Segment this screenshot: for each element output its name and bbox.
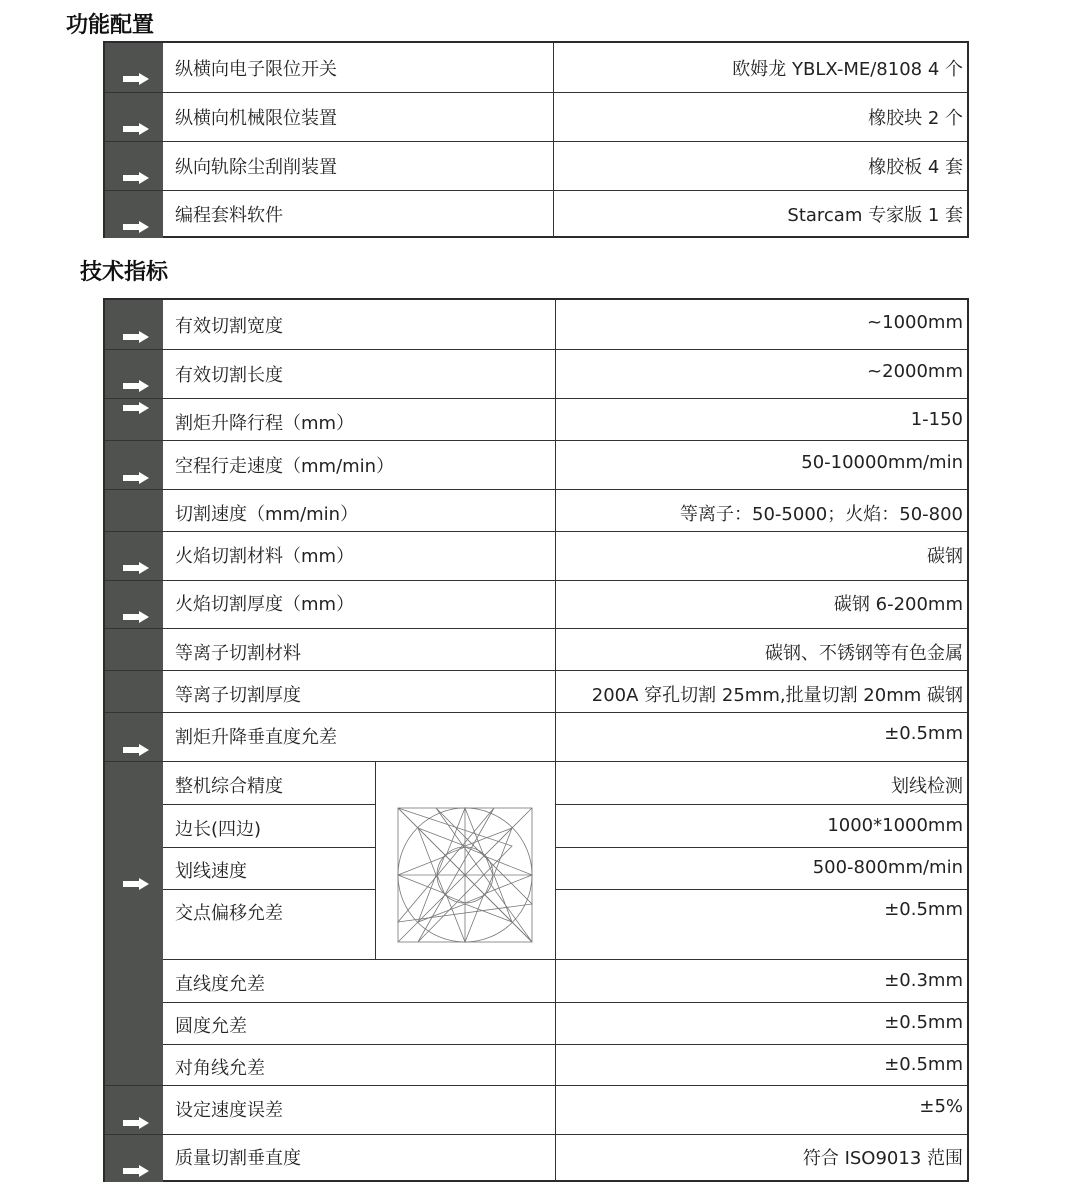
row-label: 空程行走速度（mm/min） <box>175 456 395 477</box>
row-value: 划线检测 <box>891 776 963 797</box>
table-row <box>105 580 967 628</box>
row-label: 切割速度（mm/min） <box>175 504 359 525</box>
arrow-right-icon <box>123 611 149 623</box>
row-label: 设定速度误差 <box>175 1100 283 1121</box>
row-label: 有效切割宽度 <box>175 316 283 337</box>
arrow-right-icon <box>123 123 149 135</box>
arrow-right-icon <box>123 1117 149 1129</box>
row-value: 碳钢 <box>927 546 963 567</box>
row-label: 整机综合精度 <box>175 776 283 797</box>
row-value: ±5% <box>919 1096 963 1117</box>
table-row <box>105 1134 967 1182</box>
row-value: 500-800mm/min <box>812 857 963 878</box>
arrow-right-icon <box>123 331 149 343</box>
row-value: 碳钢 6-200mm <box>833 594 963 615</box>
arrow-right-icon <box>123 1165 149 1177</box>
table-row <box>105 300 967 349</box>
row-value: ~2000mm <box>867 361 963 382</box>
row-label: 划线速度 <box>175 861 247 882</box>
row-label: 割炬升降行程（mm） <box>175 413 355 434</box>
row-value: 橡胶块 2 个 <box>868 108 963 129</box>
arrow-right-icon <box>123 472 149 484</box>
row-label: 有效切割长度 <box>175 365 283 386</box>
section-title-functions: 功能配置 <box>66 13 155 38</box>
table-row <box>105 1085 967 1134</box>
arrow-right-icon <box>123 878 149 890</box>
row-label: 直线度允差 <box>175 974 265 995</box>
section-title-specs: 技术指标 <box>80 260 169 285</box>
arrow-right-icon <box>123 221 149 233</box>
row-value: ~1000mm <box>867 312 963 333</box>
row-label: 对角线允差 <box>175 1058 265 1079</box>
arrow-right-icon <box>123 744 149 756</box>
table-row <box>105 670 967 712</box>
row-label: 割炬升降垂直度允差 <box>175 727 337 748</box>
row-label: 纵横向机械限位装置 <box>175 108 337 129</box>
row-label: 火焰切割厚度（mm） <box>175 594 355 615</box>
arrow-right-icon <box>123 172 149 184</box>
row-label: 火焰切割材料（mm） <box>175 546 355 567</box>
row-label: 圆度允差 <box>175 1016 247 1037</box>
row-value: ±0.5mm <box>884 899 963 920</box>
row-value: 符合 ISO9013 范围 <box>802 1148 963 1169</box>
table-row <box>105 92 967 141</box>
row-value: Starcam 专家版 1 套 <box>787 205 963 226</box>
table-row <box>105 440 967 489</box>
functions-table <box>103 41 969 238</box>
table-row <box>105 398 967 440</box>
row-value: 橡胶板 4 套 <box>868 157 963 178</box>
row-value: 等离子：50-5000；火焰：50-800 <box>680 504 963 525</box>
table-row <box>105 190 967 238</box>
table-row <box>105 43 967 92</box>
table-row <box>105 349 967 398</box>
row-label: 交点偏移允差 <box>175 903 283 924</box>
row-value: 1000*1000mm <box>827 815 963 836</box>
row-label: 边长(四边) <box>175 819 262 840</box>
arrow-right-icon <box>123 380 149 392</box>
row-label: 纵横向电子限位开关 <box>175 59 337 80</box>
precision-block <box>105 761 967 1085</box>
table-row <box>105 628 967 670</box>
specs-table <box>103 298 969 1182</box>
row-label: 编程套料软件 <box>175 205 283 226</box>
arrow-right-icon <box>123 73 149 85</box>
row-value: ±0.5mm <box>884 1012 963 1033</box>
row-label: 纵向轨除尘刮削装置 <box>175 157 337 178</box>
row-value: ±0.3mm <box>884 970 963 991</box>
row-value: ±0.5mm <box>884 1054 963 1075</box>
row-value: 50-10000mm/min <box>801 452 963 473</box>
table-row <box>105 531 967 580</box>
table-row <box>105 141 967 190</box>
table-row <box>105 489 967 531</box>
table-row <box>105 712 967 761</box>
row-value: 1-150 <box>910 409 963 430</box>
row-label: 等离子切割材料 <box>175 643 301 664</box>
row-value: 碳钢、不锈钢等有色金属 <box>765 643 963 664</box>
star-polygon-test-pattern <box>396 806 534 944</box>
row-label: 等离子切割厚度 <box>175 685 301 706</box>
row-label: 质量切割垂直度 <box>175 1148 301 1169</box>
arrow-right-icon <box>123 562 149 574</box>
row-value: ±0.5mm <box>884 723 963 744</box>
row-value: 200A 穿孔切割 25mm,批量切割 20mm 碳钢 <box>591 685 963 706</box>
row-value: 欧姆龙 YBLX-ME/8108 4 个 <box>732 59 963 80</box>
arrow-right-icon <box>123 402 149 414</box>
